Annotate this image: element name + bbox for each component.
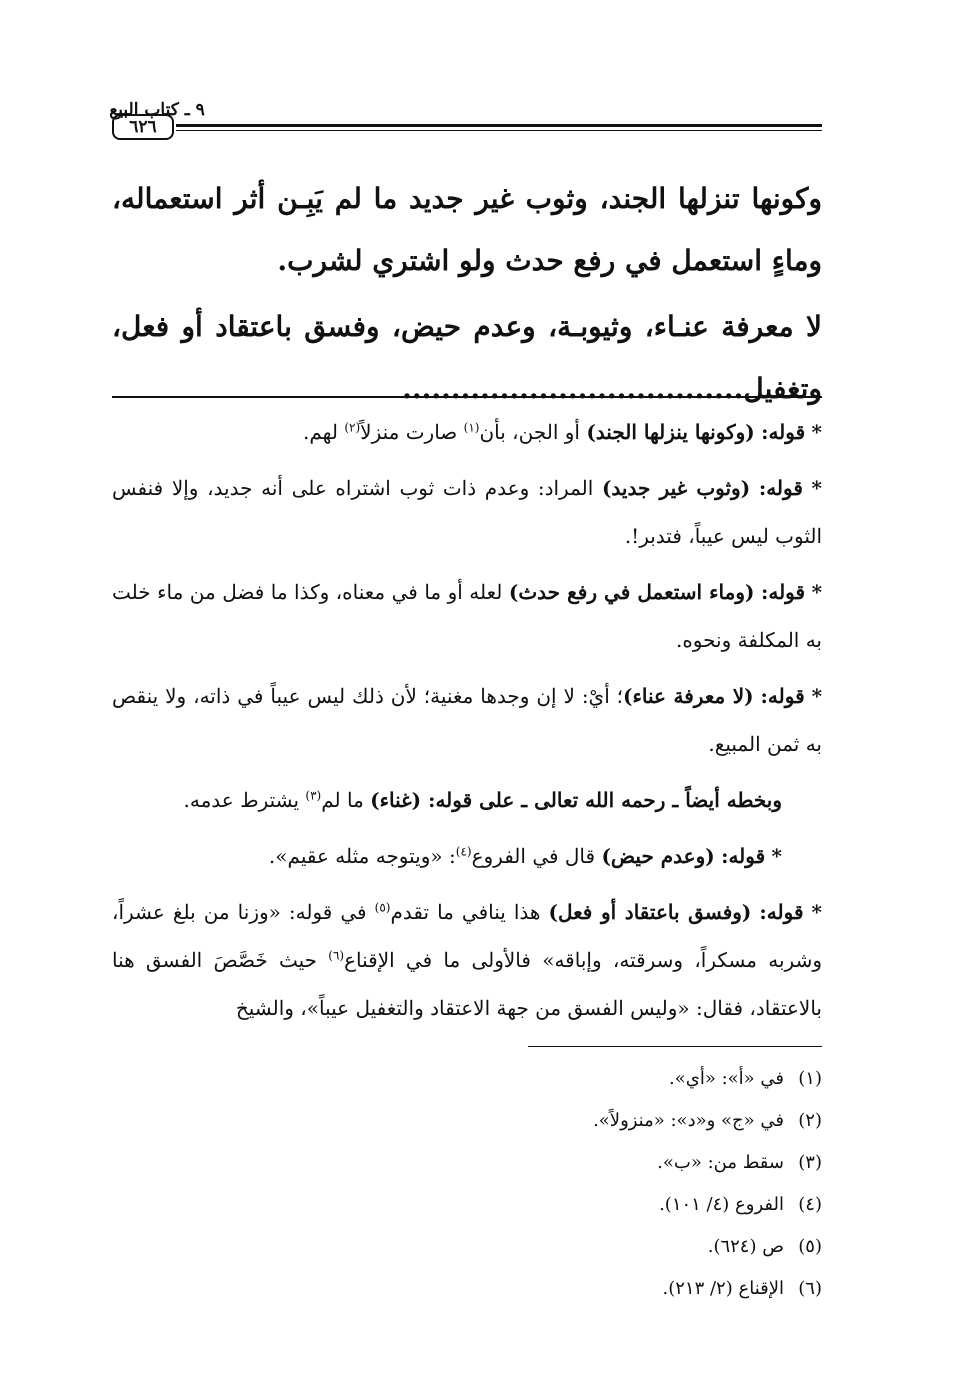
- footnote-ref: (٦): [328, 948, 345, 963]
- commentary-label: وبخطه أيضاً ـ رحمه الله تعالى ـ على قوله:: [428, 788, 782, 812]
- quoted-phrase: (غناء): [370, 788, 429, 812]
- commentary-text: لهم.: [302, 420, 345, 444]
- commentary-item: [112, 568, 822, 664]
- commentary-text: هذا ينافي ما تقدم: [390, 900, 549, 924]
- commentary-text: صارت منزلاً: [360, 420, 464, 444]
- main-text: [112, 168, 822, 420]
- commentary-text: يشترط عدمه.: [183, 788, 306, 812]
- page-number: ٦٢٦: [112, 114, 174, 140]
- commentary-text: ؛ أيْ: لا إن وجدها مغنية؛ لأن ذلك ليس عيباً في ذاته، ولا ينقص به ثمن المبيع.: [112, 684, 822, 756]
- footnote-item: [422, 1226, 822, 1268]
- commentary-item: [112, 408, 822, 456]
- commentary-label: قوله:: [721, 844, 766, 868]
- star-marker: *: [811, 684, 823, 708]
- star-marker: *: [811, 476, 823, 500]
- footnote-number: (٥): [798, 1236, 822, 1257]
- footnote-item: [422, 1142, 822, 1184]
- footnote-ref: (٣): [305, 788, 322, 803]
- footnote-ref: (٥): [374, 900, 391, 915]
- commentary: [112, 408, 822, 1040]
- footnote-number: (٤): [798, 1194, 822, 1215]
- header-rule-thin: [176, 130, 822, 131]
- footnote-number: (١): [798, 1068, 822, 1089]
- main-text-paragraph-2: [112, 296, 822, 420]
- footnote-text: ص (٦٢٤).: [707, 1236, 784, 1257]
- star-marker: *: [811, 900, 823, 924]
- quoted-phrase: (وعدم حيض): [601, 844, 715, 868]
- page-header: [109, 92, 822, 142]
- footnote-item: [422, 1184, 822, 1226]
- commentary-label: قوله:: [761, 420, 806, 444]
- quoted-phrase: (وثوب غير جديد): [601, 476, 751, 500]
- continuation-dots: ...................................: [402, 372, 744, 405]
- commentary-item: [112, 464, 822, 560]
- main-text-line: لا معرفة عنـاء، وثيوبـة، وعدم حيض، وفسق باعتقاد أو فعل،: [112, 310, 822, 343]
- main-text-line: استعمل في رفع حدث ولو اشتري لشرب.: [277, 244, 763, 277]
- footnote-number: (٣): [798, 1152, 822, 1173]
- footnote-text: الإقناع (٢/ ٢١٣).: [662, 1278, 784, 1299]
- commentary-text: المراد: وعدم ذات ثوب اشتراه على أنه جديد، وإلا فنفس الثوب ليس عيباً، فتدبر!.: [112, 476, 822, 548]
- header-rule: [176, 124, 822, 127]
- commentary-text: في قوله: «وزنا من بلغ عشراً، وشربه مسكراً، وسرقته، وإباقه» فالأولى ما في الإقناع: [112, 900, 822, 972]
- footnotes: [422, 1058, 822, 1310]
- commentary-text: ما لم: [321, 788, 371, 812]
- commentary-item: [112, 888, 822, 1032]
- footnote-item: [422, 1268, 822, 1310]
- quoted-phrase: (وكونها ينزلها الجند): [586, 420, 755, 444]
- main-text-line: وكونها تنزلها الجند، وثوب غير جديد ما لم يَبِـن أثر استعماله، وماءٍ: [112, 182, 822, 277]
- footnote-text: الفروع (٤/ ١٠١).: [659, 1194, 784, 1215]
- running-title: ٩ ـ كتاب البيع: [109, 100, 205, 120]
- commentary-text: قال في الفروع: [471, 844, 602, 868]
- main-text-line: وتغفيل: [743, 372, 822, 405]
- footnote-ref: (٤): [455, 844, 472, 859]
- footnote-ref: (٢): [344, 420, 361, 435]
- commentary-label: قوله:: [758, 476, 803, 500]
- footnote-rule: [528, 1046, 822, 1047]
- quoted-phrase: (وفسق باعتقاد أو فعل): [548, 900, 752, 924]
- main-text-paragraph-1: [112, 168, 822, 292]
- quoted-phrase: (لا معرفة عناء): [623, 684, 754, 708]
- commentary-item: [112, 832, 822, 880]
- commentary-text: حيث خَصَّصَ الفسق هنا بالاعتقاد، فقال: «وليس الفسق من جهة الاعتقاد والتغفيل عيباً»، والشيخ: [112, 948, 822, 1020]
- footnote-text: في «أ»: «أي».: [669, 1068, 784, 1089]
- commentary-item: [112, 672, 822, 768]
- footnote-text: في «ج» و«د»: «منزولاً».: [593, 1110, 784, 1131]
- commentary-text: : «ويتوجه مثله عقيم».: [268, 844, 456, 868]
- star-marker: *: [811, 580, 823, 604]
- text-separator: [112, 396, 822, 398]
- footnote-item: [422, 1058, 822, 1100]
- commentary-label: قوله:: [759, 900, 804, 924]
- commentary-text: أو الجن، بأن: [479, 420, 587, 444]
- star-marker: *: [811, 420, 822, 444]
- commentary-text: لعله أو ما في معناه، وكذا ما فضل من ماء خلت به المكلفة ونحوه.: [112, 580, 822, 652]
- commentary-label: قوله:: [760, 684, 805, 708]
- footnote-number: (٢): [798, 1110, 822, 1131]
- footnote-item: [422, 1100, 822, 1142]
- quoted-phrase: (وماء استعمل في رفع حدث): [508, 580, 755, 604]
- footnote-text: سقط من: «ب».: [657, 1152, 784, 1173]
- footnote-ref: (١): [463, 420, 480, 435]
- star-marker: *: [771, 844, 782, 868]
- commentary-label: قوله:: [760, 580, 806, 604]
- commentary-item: [112, 776, 822, 824]
- footnote-number: (٦): [798, 1278, 822, 1299]
